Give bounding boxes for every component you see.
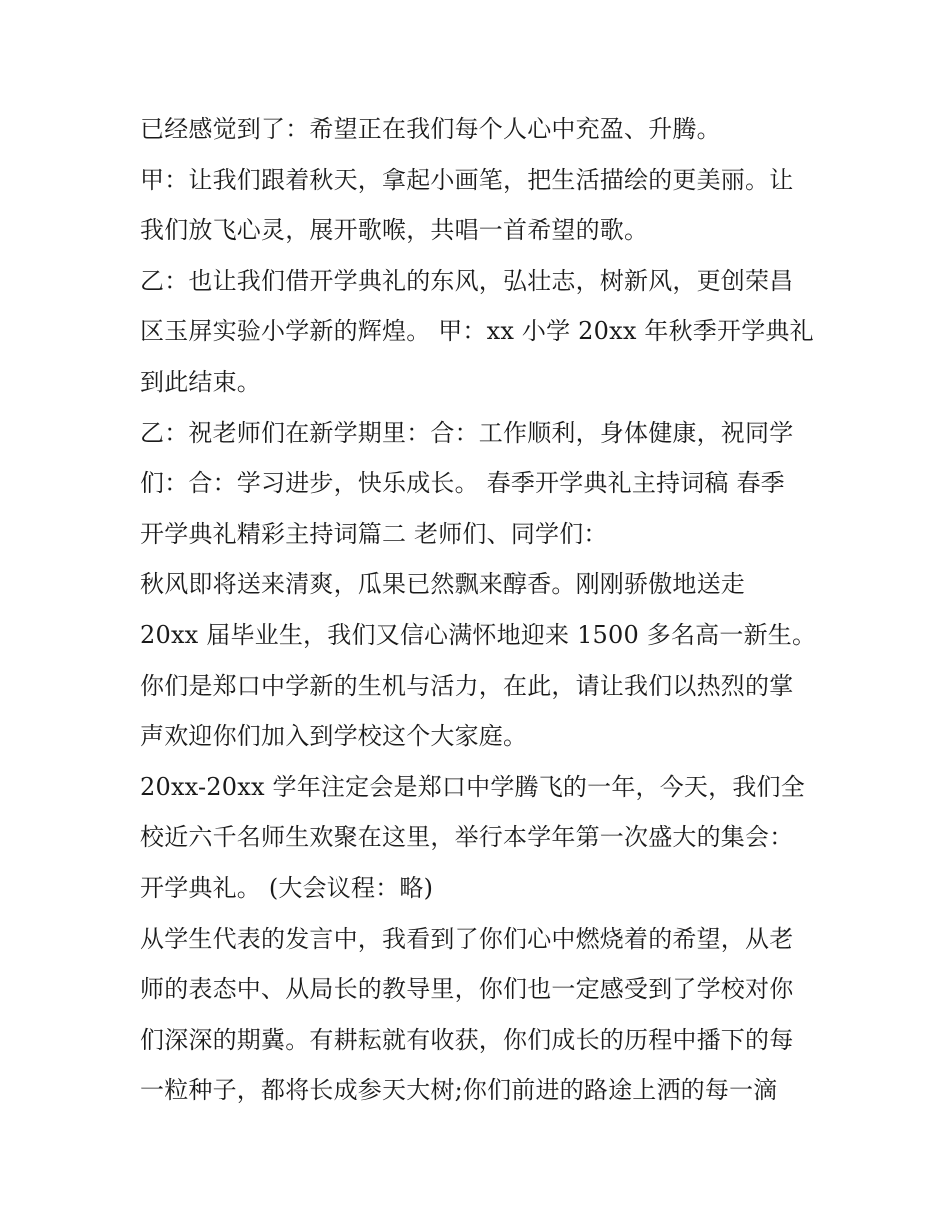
text-line: 你们是郑口中学新的生机与活力，在此，请让我们以热烈的掌: [140, 671, 794, 700]
text-line: 我们放飞心灵，展开歌喉，共唱一首希望的歌。: [140, 216, 649, 245]
text-line: 乙：也让我们借开学典礼的东风，弘壮志，树新风，更创荣昌: [140, 266, 794, 295]
text-line: 到此结束。: [140, 367, 261, 396]
text-line: 校近六千名师生欢聚在这里，举行本学年第一次盛大的集会：: [140, 823, 794, 852]
text-line: 已经感觉到了：希望正在我们每个人心中充盈、升腾。: [140, 115, 721, 143]
text-line: 甲：让我们跟着秋天，拿起小画笔，把生活描绘的更美丽。让: [140, 165, 794, 194]
text-line: 开学典礼。 (大会议程：略): [140, 873, 434, 902]
text-line: 们深深的期冀。有耕耘就有收获，你们成长的历程中播下的每: [140, 1025, 794, 1054]
text-line: 声欢迎你们加入到学校这个大家庭。: [140, 722, 528, 751]
text-line: 们：合：学习进步，快乐成长。 春季开学典礼主持词稿 春季: [140, 469, 785, 498]
text-line: 开学典礼精彩主持词篇二 老师们、同学们：: [140, 519, 608, 548]
text-line: 一粒种子，都将长成参天大树;你们前进的路途上洒的每一滴: [140, 1076, 778, 1105]
document-body: [140, 104, 820, 1116]
text-line: 20xx-20xx 学年注定会是郑口中学腾飞的一年，今天，我们全: [140, 772, 805, 801]
text-line: 从学生代表的发言中，我看到了你们心中燃烧着的希望，从老: [140, 924, 794, 953]
text-line: 师的表态中、从局长的教导里，你们也一定感受到了学校对你: [140, 975, 794, 1004]
text-line: 乙：祝老师们在新学期里：合：工作顺利，身体健康，祝同学: [140, 418, 794, 447]
text-line: 秋风即将送来清爽，瓜果已然飘来醇香。刚刚骄傲地送走: [140, 570, 745, 599]
text-line: 区玉屏实验小学新的辉煌。 甲：xx 小学 20xx 年秋季开学典礼: [140, 317, 814, 346]
text-line: 20xx 届毕业生，我们又信心满怀地迎来 1500 多名高一新生。: [140, 620, 817, 649]
